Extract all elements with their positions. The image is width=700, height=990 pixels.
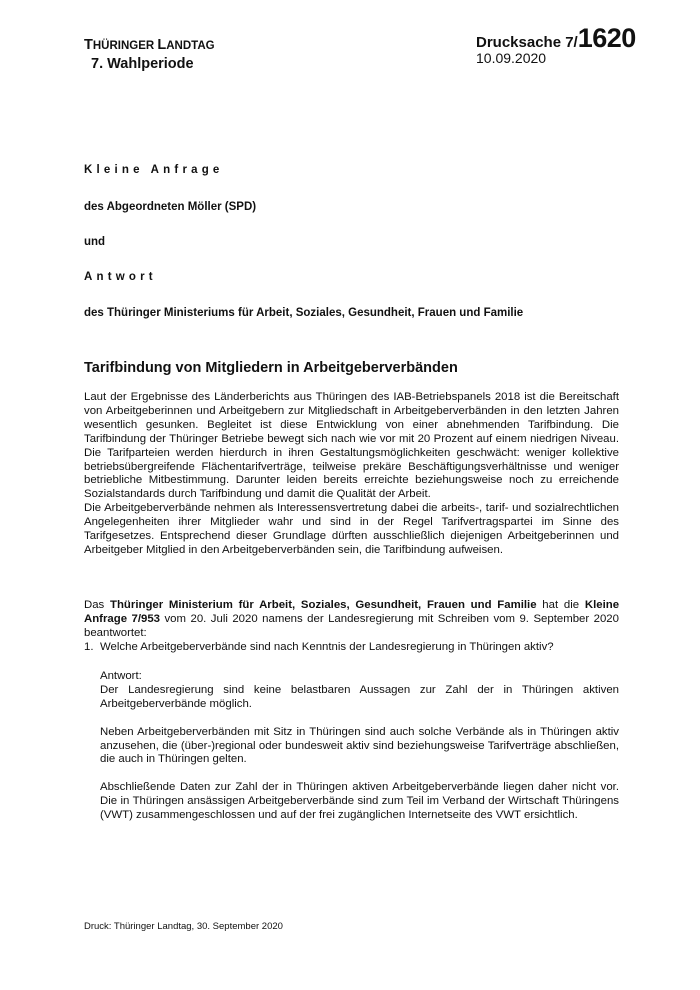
question-text: Welche Arbeitgeberverbände sind nach Kenntnis der Landesregierung in Thüringen aktiv? [100,641,554,653]
heading-kleine-anfrage: Kleine Anfrage [84,164,224,176]
answer-paragraph-1: Der Landesregierung sind keine belastbaren Aussagen zur Zahl der in Thüringen aktiven Arbeitgeberverbände möglich. [100,683,619,710]
answer-paragraph-3: Abschließende Daten zur Zahl der in Thüringen aktiven Arbeitgeberverbände liegen daher nicht vor. Die in Thüringen ansässigen Arbeitgeberverbände sind zum Teil im Verband der Wirtschaft Thüringens (VWT) zusammengeschlossen und auf der frei zugänglichen Internetseite des VWT ersichtlich. [100,781,619,822]
answer-frame-sentence: Das Thüringer Ministerium für Arbeit, Soziales, Gesundheit, Frauen und Familie hat die Kleine Anfrage 7/953 vom 20. Juli 2020 namens der Landesregierung mit Schreiben vom 9. September 2020 beantwortet: [84,599,620,639]
intro-text [84,391,619,558]
drucksache-label: Drucksache 7/ [476,34,578,51]
answer-label: Antwort: [100,670,142,682]
question-number: 1. [84,641,94,653]
answer-paragraph-2: Neben Arbeitgeberverbänden mit Sitz in Thüringen sind auch solche Verbände als in Thüringen aktiv anzusehen, die (über-)regional oder bundesweit aktiv sind beziehungsweise Tarifverträge abschließen, die auch in Thüringen gelten. [100,725,619,766]
heading-abgeordneter: des Abgeordneten Möller (SPD) [84,201,257,213]
parliament-name: THÜRINGER LANDTAG [84,37,215,53]
document-title: Tarifbindung von Mitgliedern in Arbeitgeberverbänden [84,360,458,376]
legislative-period: 7. Wahlperiode [91,56,194,72]
intro-paragraph-1: Laut der Ergebnisse des Länderberichts aus Thüringen des IAB-Betriebspanels 2018 ist die Bereitschaft von Arbeitgeberinnen und Arbeitgebern zur Mitgliedschaft in Arbeitgeberverbänden in den letzten Jahren wesentlich gesunken. Begleitet ist diese Entwicklung von einer abnehmenden Tarifbindung. Die Tarifbindung der Thüringer Betriebe bewegt sich nach wie vor mit 20 Prozent auf einem niedrigen Niveau. Die Tarifparteien werden hierdurch in ihren Gestaltungsmöglichkeiten geschwächt: weniger kollektive betriebsübergreifende Flächentarifverträge, teilweise prekäre Beschäftigungsverhältnisse und weniger betriebliche Mitbestimmung. Darunter leiden bereits erreichte beziehungsweise noch zu erreichende Sozialstandards durch Tarifbindung und damit die Qualität der Arbeit. [84,391,619,501]
heading-und: und [84,236,106,248]
anfrage-reference: Kleine Anfrage 7/953 [84,599,620,625]
document-date: 10.09.2020 [476,50,547,66]
ministry-name: Thüringer Ministerium für Arbeit, Soziales, Gesundheit, Frauen und Familie [110,599,537,611]
parliament-header [84,36,215,73]
print-footer: Druck: Thüringer Landtag, 30. September 2020 [84,921,283,932]
drucksache-number: 1620 [577,23,636,53]
heading-antwort: Antwort [84,271,157,283]
intro-paragraph-2: Die Arbeitgeberverbände nehmen als Interessensvertretung dabei die arbeits-, tarif- und sozialrechtlichen Angelegenheiten ihrer Mitglieder wahr und sind in der Regel Tarifvertragspartei im Sinne des Tarifgesetzes. Entsprechend dieser Grundlage dürften ausschließlich diejenigen Arbeitgeberinnen und Arbeitgeber Mitglied in den Arbeitgeberverbänden sein, die Tarifbindung aufweisen. [84,502,619,556]
answer-1 [100,670,619,837]
drucksache-header [476,23,636,66]
heading-ministerium: des Thüringer Ministeriums für Arbeit, Soziales, Gesundheit, Frauen und Familie [84,307,524,319]
